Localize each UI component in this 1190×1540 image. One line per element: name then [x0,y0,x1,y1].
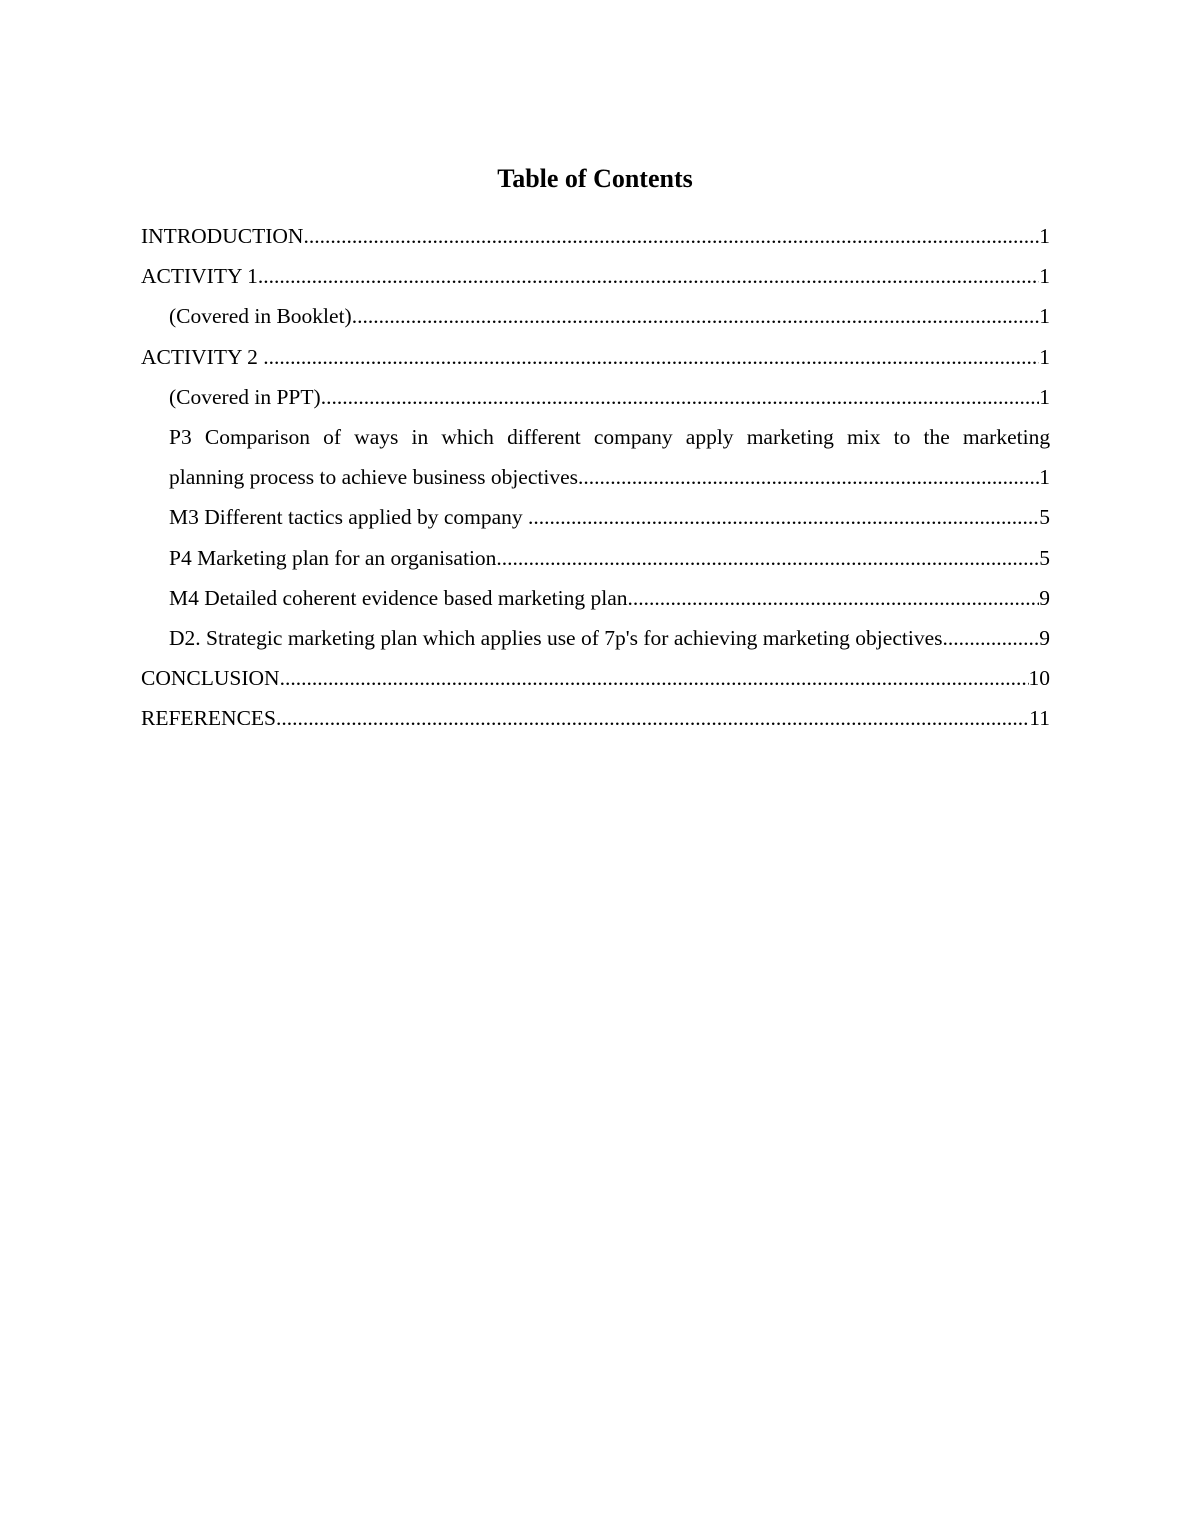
toc-entry-page: 9 [1039,585,1050,610]
toc-word: apply [685,424,734,449]
dot-leader [303,216,1039,256]
dot-leader [258,256,1039,296]
toc-entry-d2-strategic-plan[interactable] [141,618,1050,658]
dot-leader [263,337,1039,377]
toc-entry-page: 10 [1028,666,1050,691]
toc-entry-page: 11 [1029,706,1050,731]
toc-entry-activity-1[interactable] [141,256,1050,296]
toc-entry-label: (Covered in PPT) [169,384,321,409]
toc-entry-label-line-1 [169,417,1050,457]
toc-word: P3 [169,424,192,449]
toc-entry-activity-2[interactable] [141,337,1050,377]
toc-entry-p3-comparison[interactable] [141,417,1050,497]
toc-word: Comparison [204,424,310,449]
toc-entry-label-line-2 [169,457,1050,497]
toc-entry-page: 1 [1039,465,1050,490]
toc-entry-m3-tactics[interactable] [141,497,1050,537]
dot-leader [528,497,1039,537]
toc-entry-page: 9 [1039,625,1050,650]
dot-leader [627,578,1039,618]
dot-leader [578,457,1039,497]
toc-word: of [323,424,342,449]
toc-entry-p4-marketing-plan[interactable] [141,538,1050,578]
toc-word: marketing [746,424,834,449]
toc-word: which [441,424,494,449]
toc-entry-page: 1 [1039,384,1050,409]
toc-entry-covered-in-booklet[interactable] [141,296,1050,336]
toc-entry-label: D2. Strategic marketing plan which applies use of 7p's for achieving marketing objectives [169,625,943,650]
dot-leader [276,698,1029,738]
dot-leader [352,296,1040,336]
toc-entry-references[interactable] [141,698,1050,738]
toc-entry-label: M3 Different tactics applied by company [169,505,529,530]
toc-entry-page: 1 [1039,224,1050,248]
toc-word: ways [354,424,399,449]
toc-entry-label: ACTIVITY 1 [141,264,258,289]
toc-entry-m4-detailed-plan[interactable] [141,578,1050,618]
toc-entry-label: INTRODUCTION [141,224,304,248]
toc-entry-page: 5 [1039,545,1050,570]
toc-entry-page: 1 [1039,344,1050,369]
toc-entry-label: CONCLUSION [141,666,280,691]
dot-leader [496,538,1039,578]
toc-entry-page: 1 [1039,304,1050,329]
toc-entry-covered-in-ppt[interactable] [141,377,1050,417]
toc-word: in [411,424,429,449]
table-of-contents [141,216,1050,738]
toc-entry-label: planning process to achieve business objectives [169,465,578,490]
dot-leader [321,377,1040,417]
toc-entry-conclusion[interactable] [141,658,1050,698]
toc-entry-page: 1 [1039,264,1050,289]
toc-title: Table of Contents [497,164,693,193]
toc-entry-label: REFERENCES [141,706,276,731]
toc-entry-page: 5 [1039,505,1050,530]
toc-word: marketing [962,424,1050,449]
toc-entry-label: (Covered in Booklet) [169,304,352,329]
toc-word: different [507,424,581,449]
toc-word: the [923,424,950,449]
toc-word: mix [847,424,881,449]
toc-entry-introduction[interactable] [141,216,1050,256]
toc-entry-label: ACTIVITY 2 [141,344,264,369]
dot-leader [942,618,1039,658]
toc-entry-label: P4 Marketing plan for an organisation [169,545,497,570]
toc-word: to [893,424,911,449]
dot-leader [280,658,1029,698]
toc-word: company [593,424,673,449]
toc-entry-label: M4 Detailed coherent evidence based marketing plan [169,585,628,610]
